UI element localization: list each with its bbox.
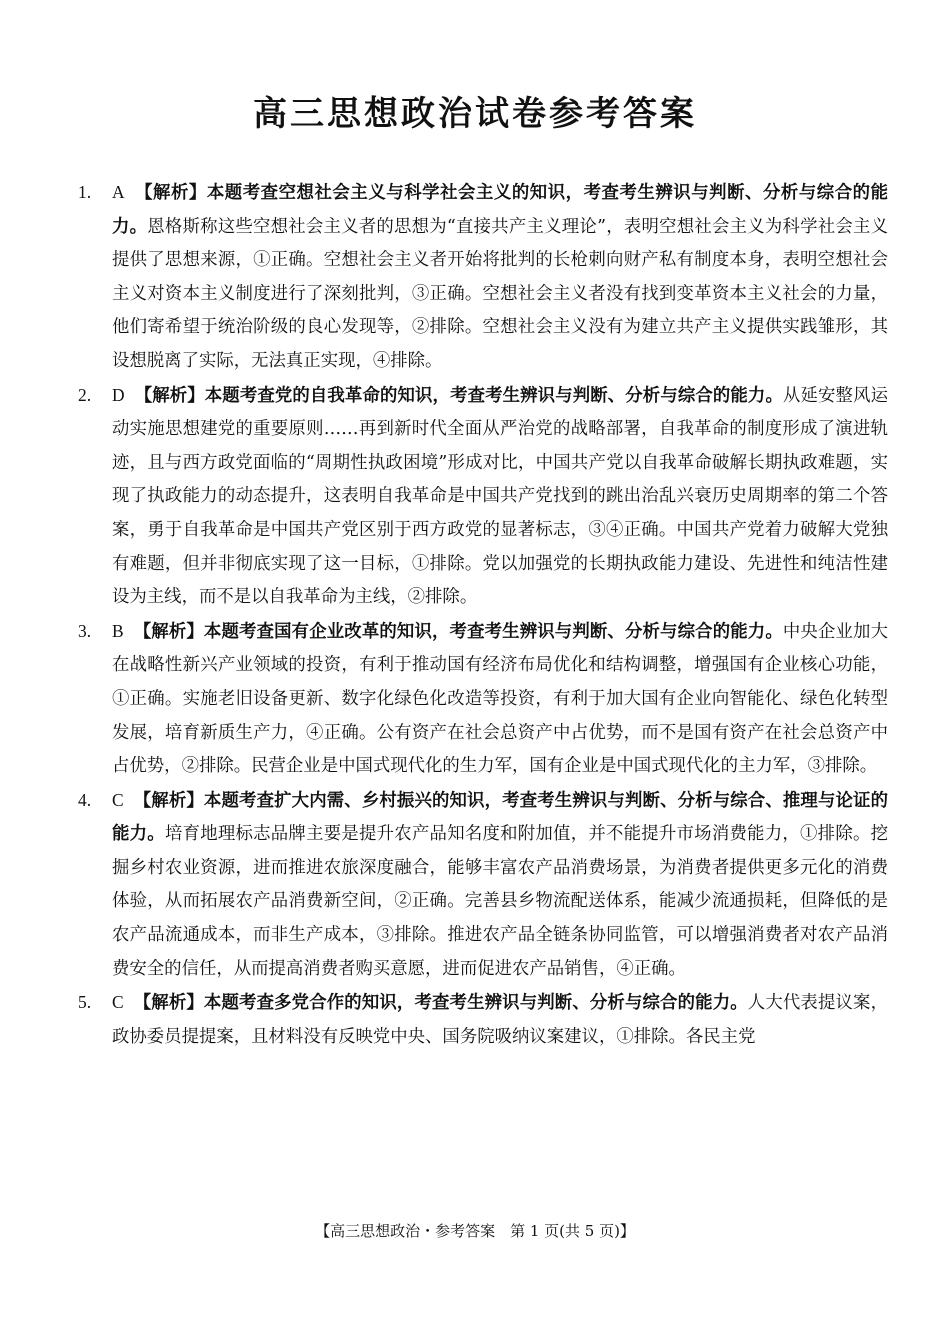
item-number: 1. xyxy=(78,182,92,202)
page-title: 高三思想政治试卷参考答案 xyxy=(253,94,697,134)
answer-key: C xyxy=(112,992,124,1013)
answer-item-4 xyxy=(78,784,888,987)
analysis-heading: 【解析】本题考查空想社会主义与科学社会主义的知识，考查考生辨识与判断、分析与综合的能力。 xyxy=(112,183,888,237)
answer-key: B xyxy=(112,620,124,641)
item-number: 5. xyxy=(78,992,92,1013)
item-number: 2. xyxy=(78,384,92,405)
answer-key: C xyxy=(112,789,124,810)
item-number: 4. xyxy=(78,789,92,810)
answer-key: A xyxy=(112,182,125,202)
analysis-text: 培育地理标志品牌主要是提升农产品知名度和附加值，并不能提升市场消费能力，①排除。挖掘乡村农业资源，进而推进农旅深度融合，能够丰富农产品消费场景，为消费者提供更多元化的消费体验，从而拓展农产品消费新空间，②正确。完善县乡物流配送体系，能减少流通损耗，但降低的是农产品流通成本，而非生产成本，③排除。推进农产品全链条协同监管，可以增强消费者对农产品消费安全的信任，从而提高消费者购买意愿，进而促进农产品销售，④正确。 xyxy=(112,824,888,979)
answer-item-2 xyxy=(78,379,888,615)
analysis-heading: 【解析】本题考查扩大内需、乡村振兴的知识，考查考生辨识与判断、分析与综合、推理与论证的能力。 xyxy=(112,790,888,845)
answer-key: D xyxy=(112,384,125,405)
answer-list xyxy=(78,176,888,1054)
analysis-heading: 【解析】本题考查多党合作的知识，考查考生辨识与判断、分析与综合的能力。 xyxy=(133,993,748,1014)
page-footer: 【高三思想政治・参考答案 第 1 页(共 5 页)】 xyxy=(315,1222,635,1240)
analysis-text: 从延安整风运动实施思想建党的重要原则……再到新时代全面从严治党的战略部署，自我革命的制度形成了演进轨迹，且与西方政党面临的“周期性执政困境”形成对比，中国共产党以自我革命破解长期执政难题，实现了执政能力的动态提升，这表明自我革命是中国共产党找到的跳出治乱兴衰历史周期率的第二个答案，勇于自我革命是中国共产党区别于西方政党的显著标志，③④正确。中国共产党着力破解大党独有难题，但并非彻底实现了这一目标，①排除。党以加强党的长期执政能力建设、先进性和纯洁性建设为主线，而不是以自我革命为主线，②排除。 xyxy=(112,385,888,608)
answer-item-3 xyxy=(78,615,888,784)
analysis-text: 中央企业加大在战略性新兴产业领域的投资，有利于推动国有经济布局优化和结构调整，增强国有企业核心功能，①正确。实施老旧设备更新、数字化绿色化改造等投资，有利于加大国有企业向智能化、绿色化转型发展，培育新质生产力，④正确。公有资产在社会总资产中占优势，而不是国有资产在社会总资产中占优势，②排除。民营企业是中国式现代化的生力军，国有企业是中国式现代化的主力军，③排除。 xyxy=(112,621,888,777)
analysis-text: 人大代表提议案，政协委员提提案，且材料没有反映党中央、国务院吸纳议案建议，①排除。各民主党 xyxy=(112,993,888,1047)
analysis-heading: 【解析】本题考查国有企业改革的知识，考查考生辨识与判断、分析与综合的能力。 xyxy=(133,621,783,642)
item-number: 3. xyxy=(78,620,92,641)
answer-item-5 xyxy=(78,986,888,1054)
analysis-text: 恩格斯称这些空想社会主义者的思想为“直接共产主义理论”，表明空想社会主义为科学社会主义提供了思想来源，①正确。空想社会主义者开始将批判的长枪刺向财产私有制度本身，表明空想社会主义对资本主义制度进行了深刻批判，③正确。空想社会主义者没有找到变革资本主义社会的力量，他们寄希望于统治阶级的良心发现等，②排除。空想社会主义没有为建立共产主义提供实践雏形，其设想脱离了实际，无法真正实现，④排除。 xyxy=(112,216,888,371)
analysis-heading: 【解析】本题考查党的自我革命的知识，考查考生辨识与判断、分析与综合的能力。 xyxy=(134,385,783,406)
answer-item-1 xyxy=(78,176,888,379)
